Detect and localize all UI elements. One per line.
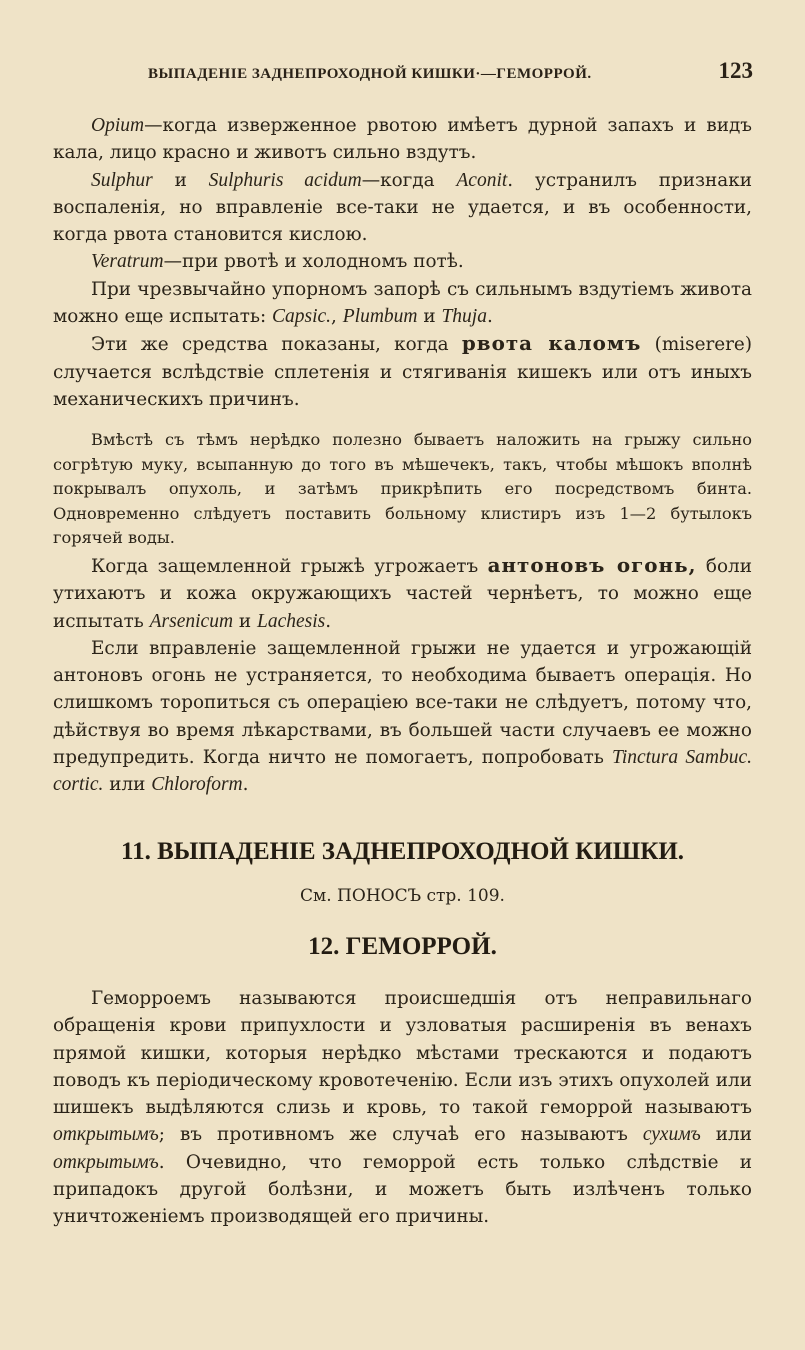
section-title-11: 11. ВЫПАДЕНІЕ ЗАДНЕПРОХОДНОЙ КИШКИ. (120, 838, 685, 865)
punctuation: . (486, 306, 493, 328)
page-number: 123 (718, 58, 753, 83)
paragraph-text: ; въ противномъ же случаѣ его называютъ (158, 1124, 643, 1146)
remedy-name: Tinctura Sambuc. cortic. (53, 747, 752, 796)
paragraph-text: Геморроемъ называются происшедшія отъ неправильнаго обращенія крови припухлости и узловатыя расширенія въ венахъ прямой кишки, которыя нерѣдко мѣстами трескаются и подаютъ поводъ къ періодическому кровотеченію. Если изъ этихъ опухолей или шишекъ выдѣляются слизь и кровь, то такой геморрой называютъ (53, 988, 752, 1119)
conjunction: и (417, 306, 442, 328)
conjunction: и (233, 610, 257, 632)
remedy-name: Opium (91, 115, 145, 136)
paragraph-text: Если вправленіе защемленной грыжи не удается и угрожающій антоновъ огонь не устраняется, то необходима бываетъ операція. Но слишкомъ торопиться съ операціею все-таки не слѣдуетъ, потому что, дѣйствуя во время лѣкарствами, въ большей части случаевъ ее можно предупредить. Когда ничто не помогаетъ, попробовать (53, 637, 752, 769)
paragraph-miserere (53, 330, 752, 413)
paragraph-constipation (53, 276, 752, 331)
remedy-name: Veratrum (91, 251, 164, 273)
emphasized-term: рвота каломъ (461, 331, 642, 356)
remedy-name: Aconit (456, 169, 508, 191)
conjunction: или (103, 774, 152, 796)
remedy-name: Chloroform (151, 774, 243, 796)
emphasized-term: сухимъ (642, 1124, 701, 1146)
paragraph-opium (53, 112, 752, 167)
paragraph-text: . устранилъ признаки воспаленія, но вправленіе все-таки не удается, и въ особенности, когда рвота становится кислою. (53, 169, 752, 246)
cross-reference: См. ПОНОСЪ стр. 109. (300, 886, 505, 906)
paragraph-text: (miserere) случается вслѣдствіе сплетенія и стягиванія кишекъ или отъ иныхъ механическихъ причинъ. (53, 334, 752, 410)
paragraph-text: При чрезвычайно упорномъ запорѣ съ сильнымъ вздутіемъ живота можно еще испытать: (53, 278, 752, 328)
emphasized-term: открытымъ (53, 1151, 159, 1173)
body-text-top (53, 112, 752, 413)
paragraph-text: Когда защемленной грыжѣ угрожаетъ (91, 556, 488, 577)
remedy-name: Sulphur (91, 169, 153, 191)
separator: , (331, 306, 343, 328)
running-title: ВЫПАДЕНІЕ ЗАДНЕПРОХОДНОЙ КИШКИ·—ГЕМОРРОЙ. (148, 66, 592, 82)
paragraph-veratrum (53, 248, 752, 275)
remedy-name: Sulphuris acidum (208, 169, 362, 191)
paragraph-gangrene (53, 552, 752, 635)
remedy-name: Lachesis (256, 610, 326, 632)
body-text-small (53, 428, 752, 551)
paragraph-text: . Очевидно, что геморрой есть только слѣдствіе и припадокъ другой болѣзни, и можетъ быть излѣченъ только уничтоженіемъ производящей его причины. (53, 1151, 752, 1228)
paragraph-operation (53, 635, 752, 799)
section-title-12: 12. ГЕМОРРОЙ. (308, 933, 497, 960)
remedy-name: Thuja (441, 306, 487, 328)
remedy-name: Capsic. (272, 306, 332, 328)
paragraph-poultice (53, 428, 752, 551)
remedy-name: Plumbum (342, 306, 418, 328)
emphasized-term: антоновъ огонь, (487, 553, 697, 577)
paragraph-text: —при рвотѣ и холодномъ потѣ. (163, 251, 464, 273)
paragraph-text: Вмѣстѣ съ тѣмъ нерѣдко полезно бываетъ наложить на грыжу сильно согрѣтую муку, всыпанную до того въ мѣшечекъ, такъ, чтобы мѣшокъ вполнѣ покрывалъ опухоль, и затѣмъ прикрѣпить его посредствомъ бинта. Одновременно слѣдуетъ поставить больному клистиръ изъ 1—2 бутылокъ горячей воды. (53, 430, 752, 548)
page-header (148, 58, 753, 84)
conjunction: или (700, 1124, 752, 1146)
punctuation: . (242, 774, 249, 796)
paragraph-text: —когда (361, 169, 457, 191)
paragraph-text: —когда изверженное рвотою имѣетъ дурной запахъ и видъ кала, лицо красно и животъ сильно вздутъ. (53, 115, 752, 164)
paragraph-hemorrhoids (53, 985, 752, 1231)
paragraph-text: боли утихаютъ и кожа окружающихъ частей чернѣетъ, то можно еще испытать (53, 556, 752, 632)
body-text-middle (53, 552, 752, 799)
punctuation: . (325, 610, 332, 632)
paragraph-text: Эти же средства показаны, когда (91, 334, 462, 356)
emphasized-term: открытымъ (53, 1124, 159, 1146)
conjunction: и (152, 169, 209, 191)
remedy-name: Arsenicum (149, 610, 234, 632)
body-text-hemorrhoids (53, 985, 752, 1231)
paragraph-sulphur (53, 167, 752, 249)
